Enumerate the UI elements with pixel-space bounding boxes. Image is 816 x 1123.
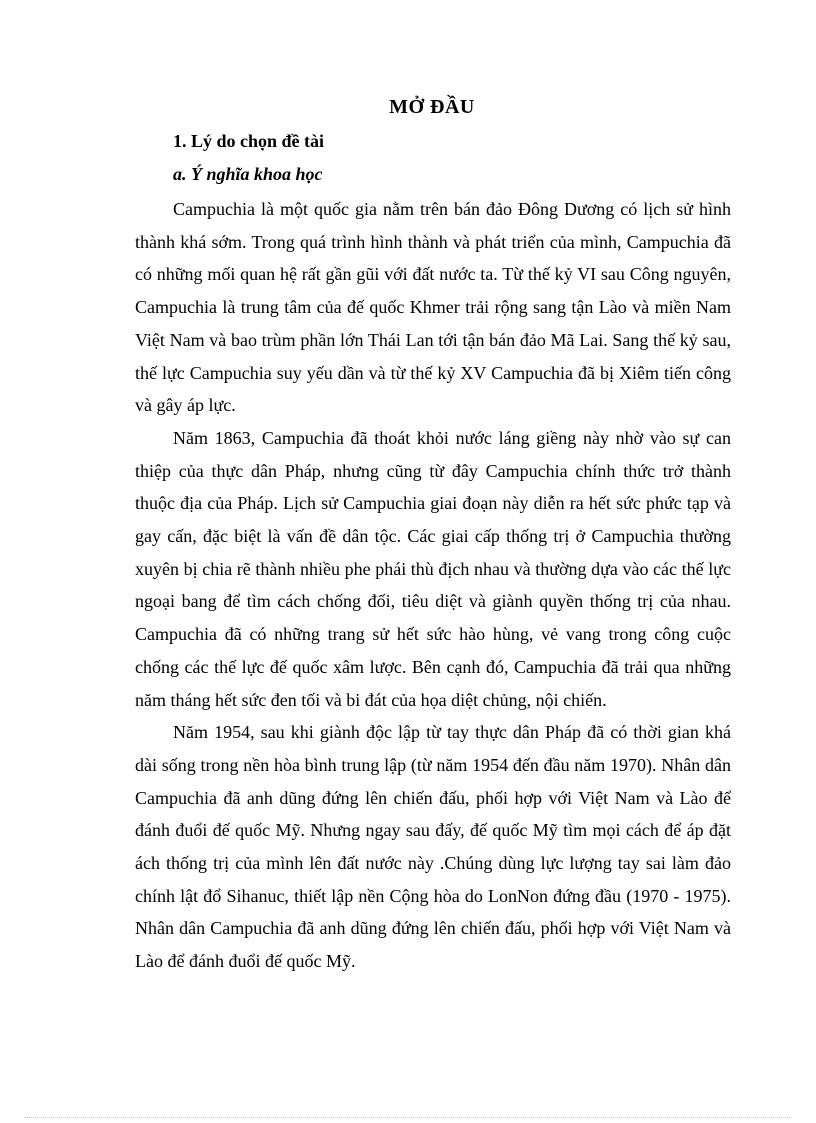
subsection-heading: a. Ý nghĩa khoa học bbox=[173, 164, 323, 184]
page-bottom-border bbox=[24, 1117, 792, 1118]
paragraph-1: Campuchia là một quốc gia nằm trên bán đảo Đông Dương có lịch sử hình thành khá sớm. Trong quá trình hình thành và phát triển của mình, Campuchia đã có những mối quan hệ rất gần gũi với đất nước ta. Từ thế kỷ VI sau Công nguyên, Campuchia là trung tâm của đế quốc Khmer trải rộng sang tận Lào và miền Nam Việt Nam và bao trùm phần lớn Thái Lan tới tận bán đảo Mã Lai. Sang thế kỷ sau, thế lực Campuchia suy yếu dần và từ thế kỷ XV Campuchia đã bị Xiêm tiến công và gây áp lực. bbox=[135, 199, 731, 416]
page-title: MỞ ĐẦU bbox=[389, 96, 475, 118]
section-heading: 1. Lý do chọn đề tài bbox=[173, 131, 325, 151]
body-text bbox=[135, 193, 731, 978]
paragraph-3: Năm 1954, sau khi giành độc lập từ tay thực dân Pháp đã có thời gian khá dài sống trong nền hòa bình trung lập (từ năm 1954 đến đầu năm 1970). Nhân dân Campuchia đã anh dũng đứng lên chiến đấu, phối hợp với Việt Nam và Lào để đánh đuổi đế quốc Mỹ. Nhưng ngay sau đấy, đế quốc Mỹ tìm mọi cách để áp đặt ách thống trị của mình lên đất nước này .Chúng dùng lực lượng tay sai làm đảo chính lật đổ Sihanuc, thiết lập nền Cộng hòa do LonNon đứng đầu (1970 - 1975). Nhân dân Campuchia đã anh dũng đứng lên chiến đấu, phối hợp với Việt Nam và Lào để đánh đuổi đế quốc Mỹ. bbox=[135, 722, 731, 972]
paragraph-2: Năm 1863, Campuchia đã thoát khỏi nước láng giềng này nhờ vào sự can thiệp của thực dân Pháp, nhưng cũng từ đây Campuchia chính thức trở thành thuộc địa của Pháp. Lịch sử Campuchia giai đoạn này diễn ra hết sức phức tạp và gay cấn, đặc biệt là vấn đề dân tộc. Các giai cấp thống trị ở Campuchia thường xuyên bị chia rẽ thành nhiều phe phái thù địch nhau và thường dựa vào các thế lực ngoại bang để tìm cách chống đối, tiêu diệt và giành quyền thống trị của nhau. Campuchia đã có những trang sử hết sức hào hùng, vẻ vang trong công cuộc chống các thế lực đế quốc xâm lược. Bên cạnh đó, Campuchia đã trải qua những năm tháng hết sức đen tối và bi đát của họa diệt chủng, nội chiến. bbox=[135, 427, 731, 710]
